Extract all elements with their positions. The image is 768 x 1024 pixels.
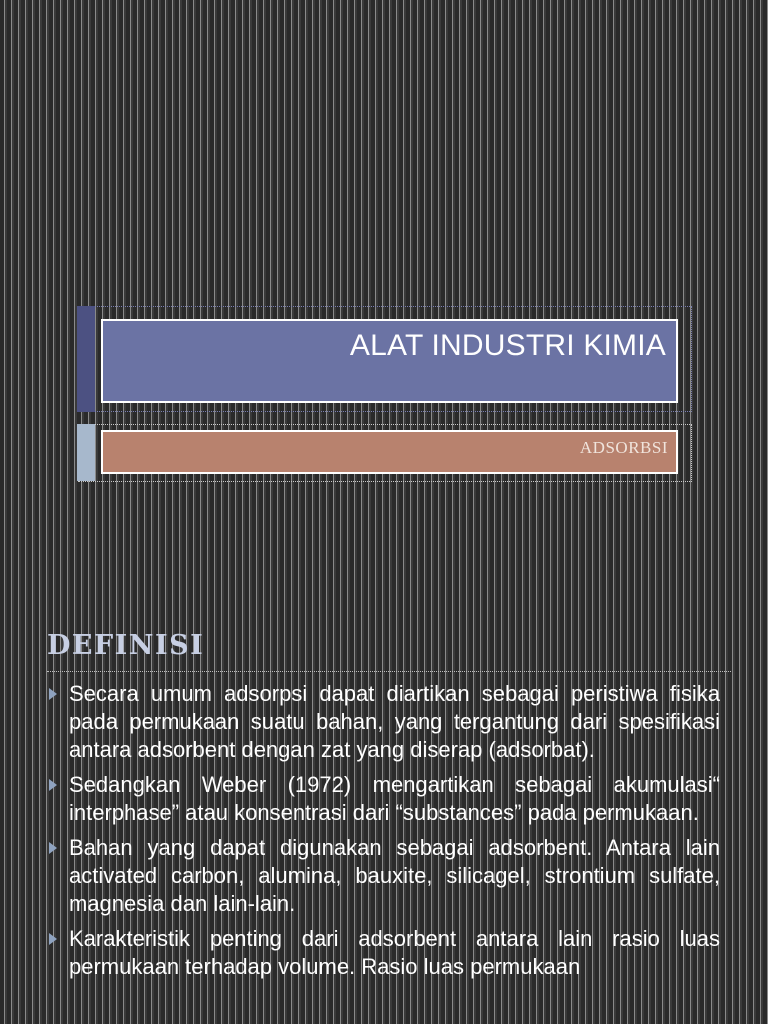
bullet-item <box>47 680 720 764</box>
bullet-item <box>47 771 720 827</box>
slide-subtitle: ADSORBSI <box>579 438 668 457</box>
title-box <box>101 319 678 403</box>
bullet-arrow-icon <box>49 933 57 945</box>
subtitle-accent-tab <box>77 424 95 481</box>
subtitle-box <box>101 430 678 474</box>
slide-title: ALAT INDUSTRI KIMIA <box>349 329 666 362</box>
bullet-item <box>47 834 720 918</box>
bullet-text: Secara umum adsorpsi dapat diartikan sebagai peristiwa fisika pada permukaan suatu bahan, yang tergantung dari spesifikasi antara adsorbent dengan zat yang diserap (adsorbat). <box>69 681 720 762</box>
bullet-list <box>47 680 720 988</box>
bullet-text: Sedangkan Weber (1972) mengartikan sebagai akumulasi“ interphase” atau konsentrasi dari “substances” pada permukaan. <box>69 772 720 825</box>
bullet-arrow-icon <box>49 842 57 854</box>
bullet-arrow-icon <box>49 779 57 791</box>
bullet-text: Bahan yang dapat digunakan sebagai adsorbent. Antara lain activated carbon, alumina, bauxite, silicagel, strontium sulfate, magnesia dan lain-lain. <box>69 835 720 916</box>
heading-divider <box>47 671 731 672</box>
title-accent-tab <box>77 306 95 412</box>
bullet-item <box>47 925 720 981</box>
bullet-arrow-icon <box>49 688 57 700</box>
definition-slide <box>0 600 768 1024</box>
bullet-text: Karakteristik penting dari adsorbent antara lain rasio luas permukaan terhadap volume. Rasio luas permukaan <box>69 926 720 979</box>
section-heading: DEFINISI <box>47 630 205 661</box>
